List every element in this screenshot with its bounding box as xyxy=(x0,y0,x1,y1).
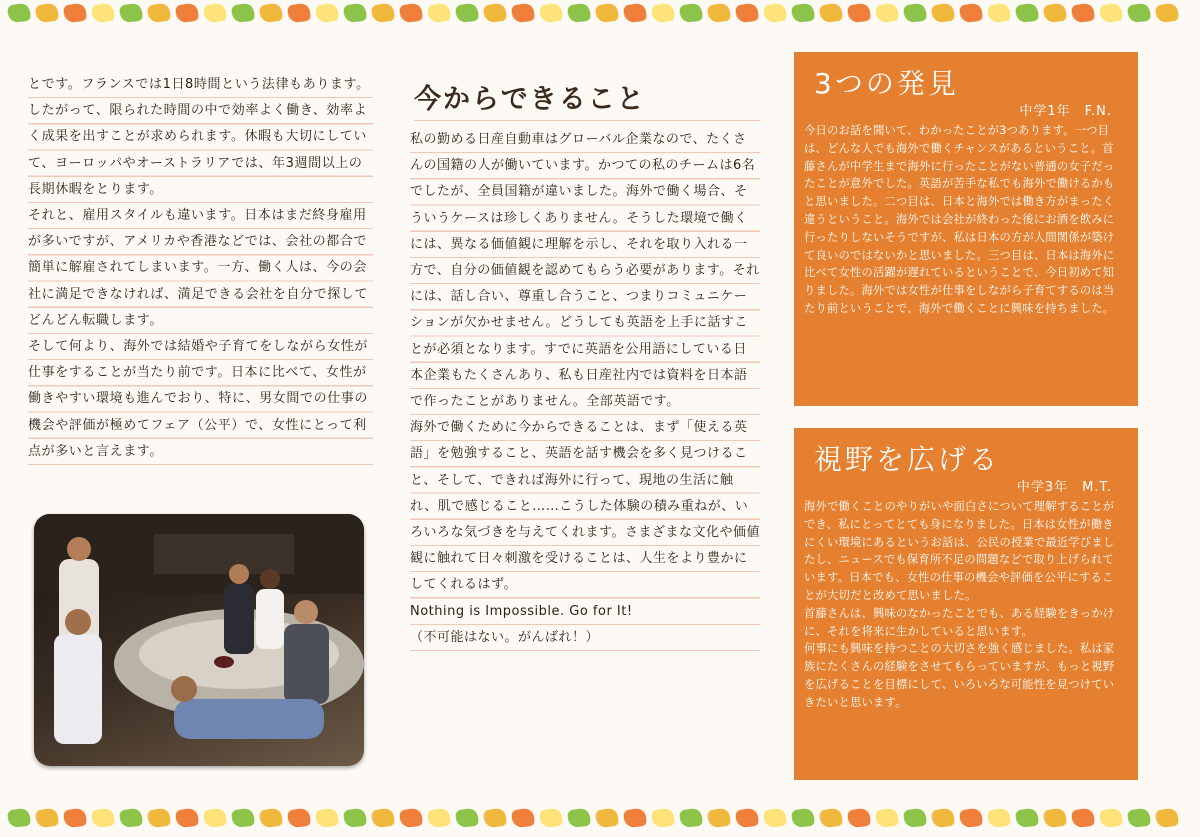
border-blob xyxy=(259,3,283,24)
border-blob xyxy=(959,808,983,829)
motto-translation: （不可能はない。がんばれ！） xyxy=(410,625,760,651)
border-blob xyxy=(1155,3,1179,24)
border-blob xyxy=(987,808,1011,829)
border-blob xyxy=(819,808,843,829)
border-blob xyxy=(175,3,199,24)
photo-illustration xyxy=(34,514,364,766)
border-blob xyxy=(735,3,759,24)
border-blob xyxy=(539,3,563,24)
left-paragraph-1: とです。フランスでは1日8時間という法律もあります。したがって、限られた時間の中で効率よく働き、効率よく成果を出すことが求められます。休暇も大切にしていて、ヨーロッパやオーストラリアでは、年3週間以上の長期休暇をとります。 xyxy=(28,72,373,203)
border-blob xyxy=(1015,808,1039,829)
border-blob xyxy=(231,3,255,24)
border-blob xyxy=(91,3,115,24)
left-text-column xyxy=(28,72,373,465)
border-blob xyxy=(287,808,311,829)
border-blob xyxy=(567,808,591,829)
border-blob xyxy=(203,808,227,829)
border-blob xyxy=(63,808,87,829)
border-blob xyxy=(371,808,395,829)
student-comment-box-1 xyxy=(794,52,1138,406)
border-blob xyxy=(315,3,339,24)
border-blob xyxy=(623,3,647,24)
box2-paragraph-2: 首藤さんは、興味のなかったことでも、ある経験をきっかけに、それを将来に生かしていると思います。 xyxy=(804,606,1115,638)
border-blob xyxy=(1071,808,1095,829)
left-paragraph-3: そして何より、海外では結婚や子育てをしながら女性が仕事をすることが当たり前です。日本に比べて、女性が働きやすい環境も進んでおり、特に、男女間での仕事の機会や評価が極めてフェア（公平）で、女性にとって利点が多いと言えます。 xyxy=(28,334,373,465)
box1-paragraph-1: 今日のお話を聞いて、わかったことが3つあります。一つ目は、どんな人でも海外で働くチャンスがあるということ。首藤さんが中学生まで海外に行ったことがない普通の女子だったことが意外でした。英語が苦手な私でも海外で働けるかもと思いました。二つ目は、日本と海外では働き方がまったく違うということ。海外では会社が終わった後にお酒を飲みに行ったりしないそうですが、私は日本の方が人間関係が築けて良いのではないかと思いました。三つ目は、日本は海外に比べて女性の活躍が遅れているということで、今日初めて知りました。海外では女性が仕事をしながら子育てするのは当たり前ということで、海外で働くことに興味を持ちました。 xyxy=(804,124,1115,315)
border-blob xyxy=(35,3,59,24)
border-blob xyxy=(987,3,1011,24)
box2-text xyxy=(804,498,1124,712)
border-blob xyxy=(63,3,87,24)
border-blob xyxy=(539,808,563,829)
border-blob xyxy=(371,3,395,24)
border-blob xyxy=(903,808,927,829)
border-blob xyxy=(455,808,479,829)
border-blob xyxy=(147,3,171,24)
border-blob xyxy=(175,808,199,829)
border-blob xyxy=(1127,808,1151,829)
border-blob xyxy=(399,808,423,829)
border-blob xyxy=(791,808,815,829)
border-blob xyxy=(1071,3,1095,24)
box1-author: 中学1年 F.N. xyxy=(1019,104,1112,119)
box2-paragraph-3: 何事にも興味を持つことの大切さを強く感じました。私は家族にたくさんの経験をさせてもらっていますが、もっと視野を広げることを目標にして、いろいろな可能性を見つけていきたいと思います。 xyxy=(804,642,1115,709)
border-blob xyxy=(1043,808,1067,829)
border-blob xyxy=(1099,808,1123,829)
box2-author: 中学3年 M.T. xyxy=(1016,480,1112,495)
border-blob xyxy=(1015,3,1039,24)
border-blob xyxy=(35,808,59,829)
middle-heading: 今からできること xyxy=(414,80,760,121)
border-blob xyxy=(707,3,731,24)
border-blob xyxy=(287,3,311,24)
border-blob xyxy=(203,3,227,24)
border-blob xyxy=(1155,808,1179,829)
border-blob xyxy=(259,808,283,829)
border-blob xyxy=(679,808,703,829)
border-blob xyxy=(763,808,787,829)
border-blob xyxy=(511,808,535,829)
border-blob xyxy=(343,3,367,24)
border-blob xyxy=(91,808,115,829)
border-blob xyxy=(651,3,675,24)
border-blob xyxy=(847,3,871,24)
box1-title: 3つの発見 xyxy=(814,67,959,100)
border-blob xyxy=(567,3,591,24)
border-blob xyxy=(119,3,143,24)
group-photo-with-car xyxy=(34,514,364,766)
border-blob xyxy=(707,808,731,829)
border-blob xyxy=(399,3,423,24)
box2-paragraph-1: 海外で働くことのやりがいや面白さについて理解することができ、私にとってとても身になりました。日本は女性が働きにくい環境にあるというお話は、公民の授業で最近学びましたし、ニュースでも保育所不足の問題などで取り上げられています。日本でも、女性の仕事の機会や評価を公平にすることが大切だと改めて思いました。 xyxy=(804,500,1115,602)
border-blob xyxy=(931,3,955,24)
middle-text-column xyxy=(410,80,760,651)
border-blob xyxy=(511,3,535,24)
border-blob xyxy=(903,3,927,24)
border-blob xyxy=(679,3,703,24)
middle-paragraph-2: 海外で働くために今からできることは、まず「使える英語」を勉強すること、英語を話す機会を多く見つけること、そして、できれば海外に行って、現地の生活に触れ、肌で感じること……こうした体験の積み重ねが、いろいろな気づきを与えてくれます。さまざまな文化や価値観に触れて日々刺激を受けることは、人生をより豊かにしてくれるはず。 xyxy=(410,415,760,598)
border-blob xyxy=(1099,3,1123,24)
border-blob xyxy=(1043,3,1067,24)
decorative-top-border xyxy=(0,0,1200,26)
border-blob xyxy=(875,3,899,24)
border-blob xyxy=(455,3,479,24)
border-blob xyxy=(931,808,955,829)
border-blob xyxy=(791,3,815,24)
english-motto: Nothing is Impossible. Go for It! xyxy=(410,599,760,625)
border-blob xyxy=(651,808,675,829)
border-blob xyxy=(1127,3,1151,24)
border-blob xyxy=(595,3,619,24)
border-blob xyxy=(483,3,507,24)
border-blob xyxy=(119,808,143,829)
border-blob xyxy=(875,808,899,829)
middle-paragraph-1: 私の勤める日産自動車はグローバル企業なので、たくさんの国籍の人が働いています。かつての私のチームは6名でしたが、全員国籍が違いました。海外で働く場合、そういうケースは珍しくありません。そうした環境で働くには、異なる価値観に理解を示し、それを取り入れる一方で、自分の価値観を認めてもらう必要があります。それには、話し合い、尊重し合うこと、つまりコミュニケーションが欠かせません。どうしても英語を上手に話すことが必須となります。すでに英語を公用語にしている日本企業もたくさんあり、私も日産社内では資料を日本語で作ったことがありません。全部英語です。 xyxy=(410,127,760,415)
border-blob xyxy=(427,808,451,829)
border-blob xyxy=(315,808,339,829)
border-blob xyxy=(231,808,255,829)
border-blob xyxy=(343,808,367,829)
left-paragraph-2: それと、雇用スタイルも違います。日本はまだ終身雇用が多いですが、アメリカや香港などでは、会社の都合で簡単に解雇されてしまいます。一方、働く人は、今の会社に満足できなければ、満足できる会社を自分で探してどんどん転職します。 xyxy=(28,203,373,334)
border-blob xyxy=(623,808,647,829)
border-blob xyxy=(7,3,31,24)
border-blob xyxy=(483,808,507,829)
border-blob xyxy=(735,808,759,829)
border-blob xyxy=(763,3,787,24)
border-blob xyxy=(7,808,31,829)
border-blob xyxy=(847,808,871,829)
border-blob xyxy=(819,3,843,24)
border-blob xyxy=(427,3,451,24)
decorative-bottom-border xyxy=(0,805,1200,831)
box1-text xyxy=(804,122,1124,318)
border-blob xyxy=(595,808,619,829)
border-blob xyxy=(147,808,171,829)
box2-title: 視野を広げる xyxy=(814,443,1001,476)
border-blob xyxy=(959,3,983,24)
student-comment-box-2 xyxy=(794,428,1138,780)
